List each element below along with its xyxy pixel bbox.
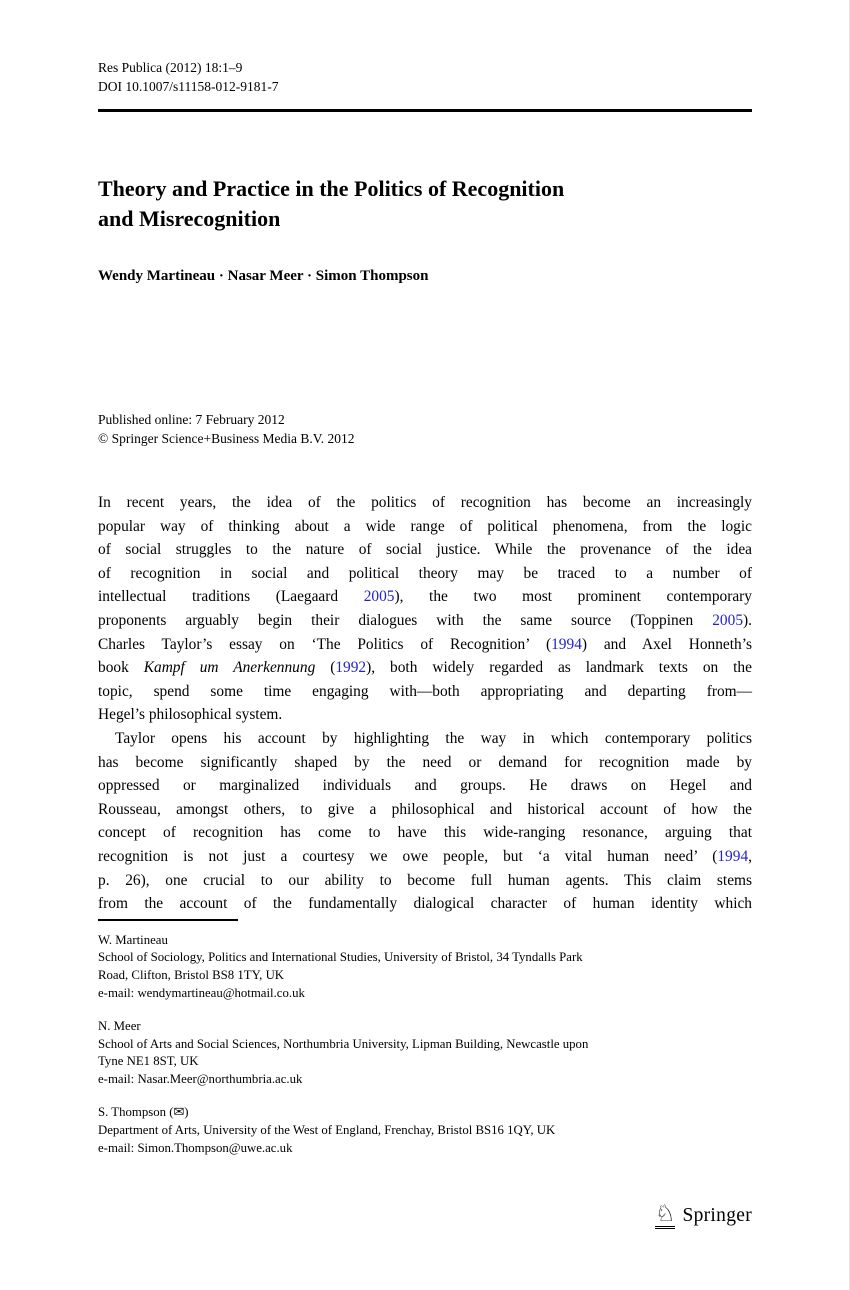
doi-line: DOI 10.1007/s11158-012-9181-7 bbox=[98, 79, 279, 94]
text-line bbox=[98, 821, 752, 845]
text-line bbox=[98, 491, 752, 515]
text-segment: oppressed or marginalized individuals and groups. He draws on Hegel and bbox=[98, 777, 752, 795]
text-segment: p. 26), one crucial to our ability to become full human agents. This claim stems bbox=[98, 871, 752, 889]
email-line: e-mail: Nasar.Meer@northumbria.ac.uk bbox=[98, 1072, 303, 1087]
text-segment: concept of recognition has come to have this wide-ranging resonance, arguing that bbox=[98, 824, 752, 842]
text-line bbox=[98, 680, 752, 704]
paragraph bbox=[98, 727, 752, 916]
footnote-rule bbox=[98, 919, 238, 921]
article-title bbox=[98, 174, 752, 233]
text-line bbox=[98, 515, 752, 539]
corresponding-author-icon: ✉ bbox=[173, 1105, 185, 1120]
text-line bbox=[98, 562, 752, 586]
text-line bbox=[98, 774, 752, 798]
footnotes-section bbox=[98, 932, 752, 1158]
text-segment: ), both widely regarded as landmark texts on the bbox=[366, 659, 752, 677]
citation-link[interactable]: 1994 bbox=[551, 635, 582, 653]
footnote-block bbox=[98, 1104, 752, 1157]
text-line bbox=[98, 751, 752, 775]
journal-header bbox=[98, 58, 752, 96]
body-text bbox=[98, 491, 752, 916]
text-line bbox=[98, 869, 752, 893]
author-separator: · bbox=[215, 268, 228, 284]
text-segment: recognition is not just a courtesy we owe people, but ‘a vital human need’ ( bbox=[98, 847, 718, 865]
text-segment: of recognition in social and political theory may be traced to a number of bbox=[98, 564, 752, 582]
text-line bbox=[98, 727, 752, 751]
title-line-1: Theory and Practice in the Politics of Recognition bbox=[98, 176, 565, 201]
text-segment: from the account of the fundamentally dialogical character of human identity which bbox=[98, 895, 752, 913]
footnote-block bbox=[98, 1018, 752, 1089]
author-short-name: S. Thompson bbox=[98, 1105, 167, 1120]
text-segment: proponents arguably begin their dialogues with the same source (Toppinen bbox=[98, 611, 713, 629]
footnote-author-name bbox=[98, 932, 752, 950]
paragraph bbox=[98, 491, 752, 727]
text-line bbox=[98, 703, 752, 727]
citation-link[interactable]: 2005 bbox=[363, 588, 395, 606]
springer-logo-text: Springer bbox=[682, 1204, 752, 1226]
citation-link[interactable]: 1994 bbox=[717, 847, 749, 865]
text-segment: has become significantly shaped by the need or demand for recognition made by bbox=[98, 753, 752, 771]
springer-knight-icon: ♘ bbox=[655, 1202, 676, 1229]
text-line bbox=[98, 609, 752, 633]
affiliation-line: School of Sociology, Politics and International Studies, University of Bristol, 34 Tyndalls Park bbox=[98, 950, 583, 965]
journal-citation: Res Publica (2012) 18:1–9 bbox=[98, 60, 243, 75]
text-segment: ( bbox=[166, 1105, 174, 1120]
text-segment: ( bbox=[315, 659, 336, 677]
page-content bbox=[98, 0, 752, 1172]
text-segment: of social struggles to the nature of social justice. While the provenance of the idea bbox=[98, 541, 752, 559]
text-line bbox=[98, 656, 752, 680]
text-segment: ). bbox=[743, 611, 752, 629]
affiliation-line: School of Arts and Social Sciences, Northumbria University, Lipman Building, Newcastle upon bbox=[98, 1036, 589, 1051]
email-line: e-mail: Simon.Thompson@uwe.ac.uk bbox=[98, 1140, 293, 1155]
text-segment: topic, spend some time engaging with—both appropriating and departing from— bbox=[98, 682, 752, 700]
text-line bbox=[98, 633, 752, 657]
affiliation-line: Road, Clifton, Bristol BS8 1TY, UK bbox=[98, 968, 285, 983]
text-line bbox=[98, 845, 752, 869]
affiliation-line: Department of Arts, University of the West of England, Frenchay, Bristol BS16 1QY, UK bbox=[98, 1122, 556, 1137]
text-segment: In recent years, the idea of the politics of recognition has become an increasingly bbox=[98, 494, 752, 511]
author-name: Simon Thompson bbox=[315, 268, 429, 284]
footnote-author-name bbox=[98, 1018, 752, 1036]
springer-logo bbox=[655, 1202, 752, 1229]
author-short-name: W. Martineau bbox=[98, 932, 168, 947]
text-segment: Taylor opens his account by highlighting the way in which contemporary politics bbox=[115, 729, 752, 747]
copyright-line: © Springer Science+Business Media B.V. 2012 bbox=[98, 430, 355, 446]
text-segment: popular way of thinking about a wide range of political phenomena, from the logic bbox=[98, 517, 752, 535]
authors-line bbox=[98, 268, 752, 285]
title-line-2: and Misrecognition bbox=[98, 205, 281, 231]
text-segment: Hegel’s philosophical system. bbox=[98, 706, 283, 724]
author-short-name: N. Meer bbox=[98, 1018, 141, 1033]
author-name: Wendy Martineau bbox=[98, 268, 216, 284]
author-name: Nasar Meer bbox=[227, 268, 304, 284]
text-line bbox=[98, 892, 752, 916]
footnote-author-name bbox=[98, 1104, 752, 1122]
text-segment: , bbox=[748, 847, 752, 865]
text-segment: Charles Taylor’s essay on ‘The Politics of Recognition’ ( bbox=[98, 635, 552, 653]
text-segment: intellectual traditions (Laegaard bbox=[98, 588, 364, 606]
text-line bbox=[98, 585, 752, 609]
header-rule bbox=[98, 109, 752, 112]
text-segment: Rousseau, amongst others, to give a philosophical and historical account of how the bbox=[98, 800, 752, 818]
text-line bbox=[98, 798, 752, 822]
affiliation-line: Tyne NE1 8ST, UK bbox=[98, 1054, 199, 1069]
published-online-line: Published online: 7 February 2012 bbox=[98, 412, 285, 427]
text-segment: ) and Axel Honneth’s bbox=[581, 635, 752, 653]
text-line bbox=[98, 538, 752, 562]
text-segment: book bbox=[98, 659, 144, 677]
text-segment: ), the two most prominent contemporary bbox=[394, 588, 752, 606]
citation-link[interactable]: 1992 bbox=[335, 659, 367, 677]
citation-link[interactable]: 2005 bbox=[712, 611, 744, 629]
publication-info bbox=[98, 411, 752, 448]
email-line: e-mail: wendymartineau@hotmail.co.uk bbox=[98, 986, 305, 1001]
text-segment: ) bbox=[184, 1105, 189, 1120]
footnote-block bbox=[98, 932, 752, 1003]
italic-text: Kampf um Anerkennung bbox=[143, 659, 316, 677]
author-separator: · bbox=[303, 268, 316, 284]
